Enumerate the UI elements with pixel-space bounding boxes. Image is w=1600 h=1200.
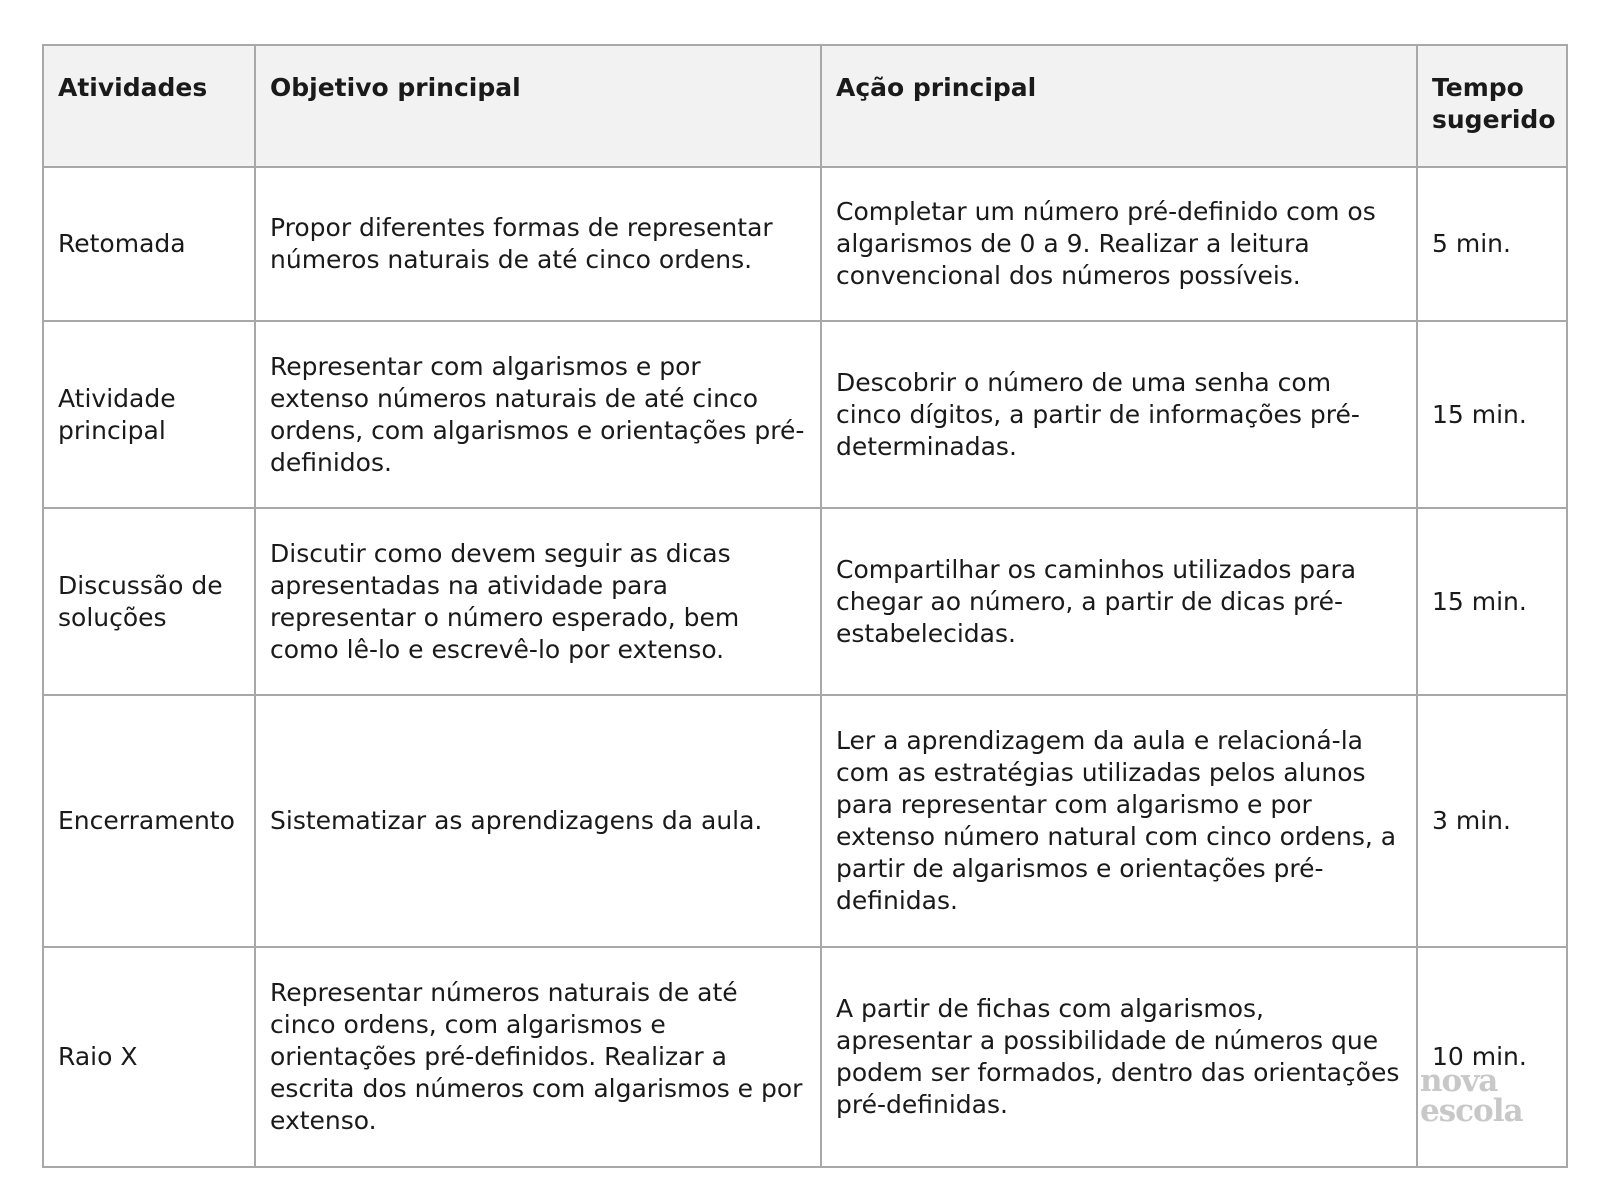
cell-objetivo: Representar com algarismos e por extenso números naturais de até cinco ordens, com algarismos e orientações pré-definidos. <box>255 321 821 508</box>
watermark-line1: nova <box>1420 1063 1498 1099</box>
nova-escola-watermark <box>1420 1063 1540 1129</box>
cell-objetivo: Discutir como devem seguir as dicas apresentadas na atividade para representar o número esperado, bem como lê-lo e escrevê-lo por extenso. <box>255 508 821 695</box>
header-objetivo-principal: Objetivo principal <box>255 45 821 167</box>
cell-atividade: Raio X <box>43 947 255 1167</box>
table-row <box>43 947 1567 1167</box>
cell-tempo: 5 min. <box>1417 167 1567 321</box>
cell-objetivo: Sistematizar as aprendizagens da aula. <box>255 695 821 947</box>
header-acao-principal: Ação principal <box>821 45 1417 167</box>
cell-objetivo: Propor diferentes formas de representar números naturais de até cinco ordens. <box>255 167 821 321</box>
header-atividades: Atividades <box>43 45 255 167</box>
cell-atividade: Encerramento <box>43 695 255 947</box>
cell-atividade: Discussão de soluções <box>43 508 255 695</box>
cell-acao: Descobrir o número de uma senha com cinco dígitos, a partir de informações pré-determinadas. <box>821 321 1417 508</box>
cell-acao: A partir de fichas com algarismos, apresentar a possibilidade de números que podem ser formados, dentro das orientações pré-definidas. <box>821 947 1417 1167</box>
cell-tempo: 15 min. <box>1417 508 1567 695</box>
table-row <box>43 695 1567 947</box>
cell-tempo: 15 min. <box>1417 321 1567 508</box>
watermark-line2: escola <box>1420 1093 1523 1129</box>
cell-objetivo: Representar números naturais de até cinco ordens, com algarismos e orientações pré-definidos. Realizar a escrita dos números com algarismos e por extenso. <box>255 947 821 1167</box>
table-row <box>43 321 1567 508</box>
header-tempo-line2: sugerido <box>1432 105 1556 134</box>
cell-atividade: Atividade principal <box>43 321 255 508</box>
cell-acao: Completar um número pré-definido com os algarismos de 0 a 9. Realizar a leitura convencional dos números possíveis. <box>821 167 1417 321</box>
table-row <box>43 167 1567 321</box>
table-header-row <box>43 45 1567 167</box>
cell-tempo: 10 min. <box>1417 947 1567 1167</box>
table-row <box>43 508 1567 695</box>
header-tempo-line1: Tempo <box>1432 73 1524 102</box>
header-tempo-sugerido <box>1417 45 1567 167</box>
lesson-plan-table <box>42 44 1568 1168</box>
cell-acao: Compartilhar os caminhos utilizados para chegar ao número, a partir de dicas pré-estabelecidas. <box>821 508 1417 695</box>
cell-tempo: 3 min. <box>1417 695 1567 947</box>
cell-atividade: Retomada <box>43 167 255 321</box>
cell-acao: Ler a aprendizagem da aula e relacioná-la com as estratégias utilizadas pelos alunos para representar com algarismo e por extenso número natural com cinco ordens, a partir de algarismos e orientações pré-definidas. <box>821 695 1417 947</box>
